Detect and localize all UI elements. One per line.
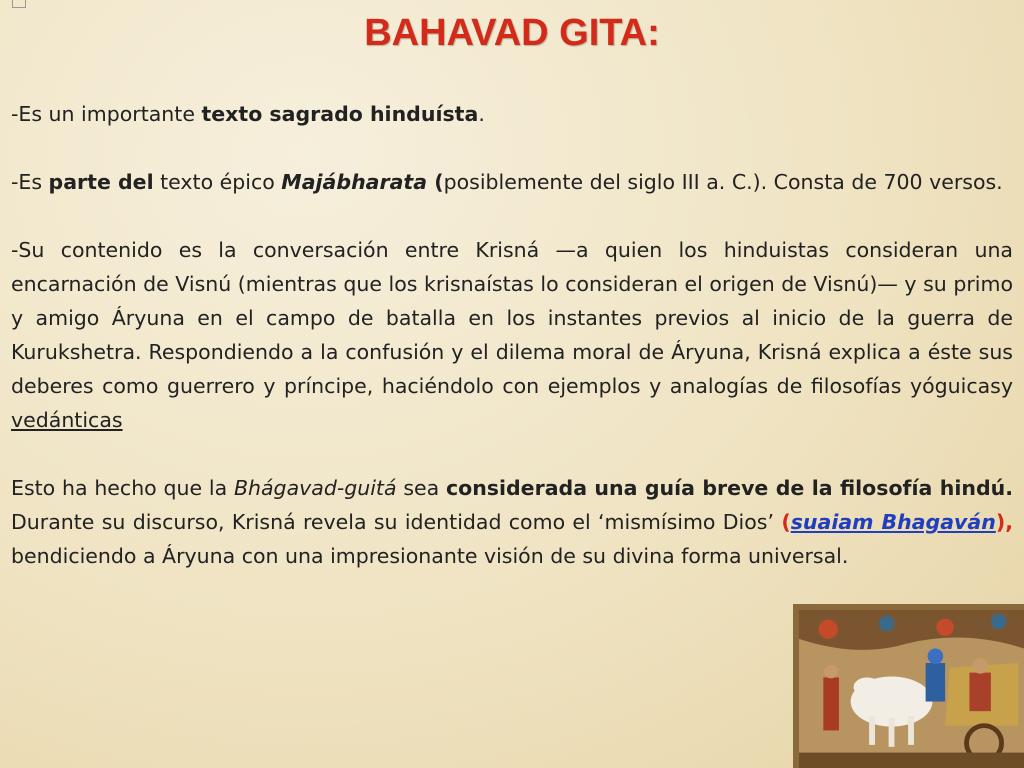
italic-text: Bhágavad-guitá: [233, 476, 397, 500]
bold-text: parte del: [48, 170, 154, 194]
paragraph-1: [11, 97, 1013, 131]
text: posiblemente del siglo III a. C.). Consta de 700 versos.: [443, 170, 1003, 194]
krishna-arjuna-painting: [793, 604, 1024, 768]
underlined-text: vedánticas: [11, 408, 123, 432]
bold-text: texto sagrado hinduísta: [201, 102, 479, 126]
text: texto épico: [153, 170, 282, 194]
bold-italic-text: Majábharata: [281, 170, 428, 194]
red-text: ),: [995, 510, 1013, 534]
text: bendiciendo a Áryuna con una impresionante visión de su divina forma universal.: [11, 544, 849, 568]
text: Durante su discurso, Krisná revela su identidad como el ‘mismísimo Dios’: [11, 510, 782, 534]
text: Esto ha hecho que la: [11, 476, 234, 500]
paragraph-2: [11, 165, 1013, 199]
text: -Su contenido es la conversación entre Krisná —a quien los hinduistas consideran una encarnación de Visnú (mientras que los krisnaístas lo consideran el origen de Visnú)— y su primo y amigo Áryuna en el campo de batalla en los instantes previos al inicio de la guerra de Kurukshetra. Respondiendo a la confusión y el dilema moral de Áryuna, Krisná explica a éste sus deberes como guerrero y príncipe, haciéndolo con ejemplos y analogías de filosofías yóguicasy: [11, 238, 1013, 398]
text: sea: [396, 476, 446, 500]
red-text: (: [781, 510, 791, 534]
paragraph-3: [11, 233, 1013, 437]
text: -Es un importante: [11, 102, 202, 126]
slide-body: [11, 97, 1013, 573]
text: -Es: [11, 170, 49, 194]
paragraph-4: [11, 471, 1013, 573]
suaiam-bhagavan-link[interactable]: suaiam Bhagaván: [790, 510, 996, 534]
corner-icon: [12, 0, 26, 8]
bold-text: (: [427, 170, 444, 194]
painting-illustration: [799, 610, 1024, 768]
bold-text: considerada una guía breve de la filosofía hindú.: [445, 476, 1013, 500]
text: .: [478, 102, 485, 126]
slide-title: BAHAVAD GITA:: [364, 12, 660, 54]
